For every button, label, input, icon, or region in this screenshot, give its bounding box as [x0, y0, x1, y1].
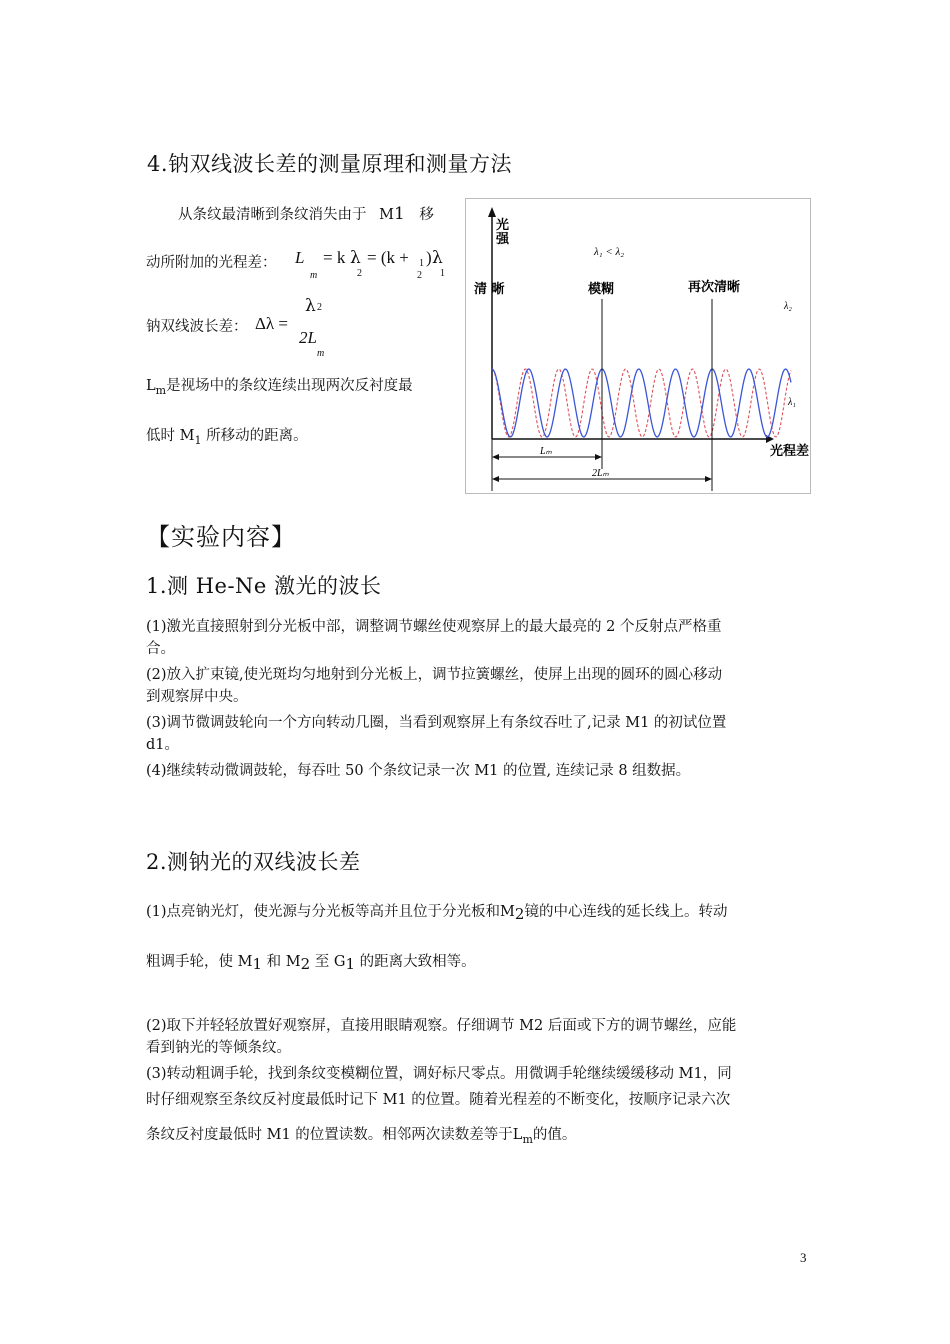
section-4-heading: 4.钠双线波长差的测量原理和测量方法	[147, 152, 513, 176]
experiment-content-title: 【实验内容】	[146, 523, 296, 551]
label-clear-again: 再次清晰	[688, 280, 741, 295]
interference-figure	[465, 198, 811, 494]
part2-step2	[146, 1015, 816, 1111]
formula1-close: )	[426, 248, 432, 267]
mirror-m2: M2	[500, 904, 525, 923]
wavelength-diff-label: 钠双线波长差：	[146, 319, 248, 335]
mirror-m1-b: $M_1$	[179, 428, 202, 447]
label-clear: 清 晰	[474, 282, 505, 297]
part1-line-1: (1)激光直接照射到分光板中部，调整调节螺丝使观察屏上的最大最亮的 2 个反射点严格重	[146, 619, 722, 635]
formula1-sub-m: m	[310, 270, 318, 281]
part1-line-2: 合。	[146, 641, 175, 657]
part1-line-6: d1。	[146, 737, 180, 753]
path-difference-line	[146, 252, 277, 274]
formula1-lambda1: λ	[432, 248, 443, 268]
part2-s1c-to: 至	[314, 954, 330, 970]
part1-steps	[146, 616, 816, 782]
curve-label-lambda2: λ₂	[784, 301, 792, 312]
x-axis-label: 光程差	[770, 444, 810, 459]
mirror-m1: M1	[379, 204, 405, 224]
lm-arrow-left	[492, 454, 499, 460]
part2-s1c-text-a: 粗调手轮，使	[146, 954, 233, 970]
plate-g1: G1	[333, 954, 355, 973]
part2-s3-line3	[146, 1124, 576, 1147]
formula-wavelength-difference	[255, 296, 345, 360]
lm-definition-line	[146, 375, 413, 398]
lm-subscript: m	[155, 384, 167, 397]
label-blur: 模糊	[588, 282, 615, 297]
page-number: 3	[800, 1250, 807, 1265]
formula1-eq1: = k	[323, 248, 346, 267]
part2-step1-line2	[146, 950, 476, 973]
part1-line-5: (3)调节微调鼓轮向一个方向转动几圈，当看到观察屏上有条纹吞吐了,记录 M1 的初试位置	[146, 715, 727, 731]
formula2-numerator: λ	[305, 296, 316, 316]
part1-heading: 1.测 He-Ne 激光的波长	[146, 574, 382, 598]
mirror-m2-c: M2	[285, 954, 311, 973]
part2-s1c-and: 和	[266, 954, 282, 970]
part2-s3-text-a: 条纹反衬度最低时 M1 的位置读数。相邻两次读数差等于	[146, 1127, 513, 1143]
part2-s2-line2: 看到钠光的等倾条纹。	[146, 1040, 291, 1056]
lm-symbol: L	[146, 378, 156, 394]
part2-s3-line1: (3)转动粗调手轮，找到条纹变模糊位置，调好标尺零点。用微调手轮继续缓缓移动 M1，同	[146, 1066, 732, 1082]
curve-lambda1	[492, 369, 791, 437]
formula1-frac-den: 2	[417, 270, 422, 281]
formula1-eq2: = (k +	[367, 248, 409, 267]
lm-label: Lₘ	[540, 446, 552, 457]
part2-s3-text-b: 的值。	[532, 1127, 577, 1143]
interference-figure-svg	[466, 199, 810, 493]
part1-line-3: (2)放入扩束镜,使光斑均匀地射到分光板上，调节拉簧螺丝，使屏上出现的圆环的圆心移动	[146, 667, 723, 683]
part2-s2-line1: (2)取下并轻轻放置好观察屏，直接用眼睛观察。仔细调节 M2 后面或下方的调节螺丝，应能	[146, 1018, 737, 1034]
formula1-lambda2: λ	[350, 248, 361, 268]
formula2-denominator-sub: m	[317, 348, 325, 359]
part2-s1-text-a: (1)点亮钠光灯，使光源与分光板等高并且位于分光板和	[146, 904, 501, 920]
lm-symbol-b: $L_m$	[512, 1127, 533, 1146]
part2-step1-line1	[146, 900, 727, 923]
part2-s1c-text-b: 的距离大致相等。	[359, 954, 476, 970]
mirror-m1-c: M1	[237, 954, 263, 973]
wavelength-relation: λ₁ < λ₂	[594, 246, 625, 258]
y-axis-label-1: 光	[496, 218, 510, 233]
lm-def-text-a: 低时	[146, 428, 175, 444]
part2-heading: 2.测钠光的双线波长差	[146, 850, 361, 874]
formula2-delta: Δλ =	[255, 314, 289, 333]
formula2-numerator-sup: 2	[317, 302, 322, 313]
x-axis-arrow	[766, 435, 774, 443]
intro-text-a: 从条纹最清晰到条纹消失由于	[178, 207, 367, 223]
intro-line-1	[178, 203, 434, 226]
curve-label-lambda1: λ₁	[788, 397, 796, 408]
formula2-denominator: 2L	[299, 328, 317, 347]
intro-text-b: 移	[419, 207, 434, 223]
formula1-sub-2: 2	[357, 268, 362, 279]
y-axis-label-2: 强	[496, 232, 510, 247]
formula1-L: L	[295, 248, 305, 267]
formula-path-difference	[295, 248, 455, 288]
two-lm-arrow-left	[492, 476, 499, 482]
formula1-sub-1: 1	[440, 268, 445, 279]
two-lm-label: 2Lₘ	[592, 468, 609, 479]
path-diff-label: 动所附加的光程差：	[146, 255, 277, 271]
two-lm-arrow-right	[705, 476, 712, 482]
lm-definition-text: 是视场中的条纹连续出现两次反衬度最	[166, 378, 413, 394]
part1-line-4: 到观察屏中央。	[146, 689, 248, 705]
part2-s1-text-b: 镜的中心连线的延长线上。转动	[524, 904, 728, 920]
formula1-frac-num: 1	[419, 258, 424, 269]
lm-arrow-right	[595, 454, 602, 460]
part2-s3-line2: 时仔细观察至条纹反衬度最低时记下 M1 的位置。随着光程差的不断变化，按顺序记录六次	[146, 1092, 731, 1108]
part1-line-7: (4)继续转动微调鼓轮，每吞吐 50 个条纹记录一次 M1 的位置, 连续记录 8 组数据。	[146, 763, 691, 779]
lm-definition-line-2	[146, 425, 308, 448]
y-axis-arrow	[488, 207, 496, 217]
lm-def-text-b: 所移动的距离。	[206, 428, 308, 444]
